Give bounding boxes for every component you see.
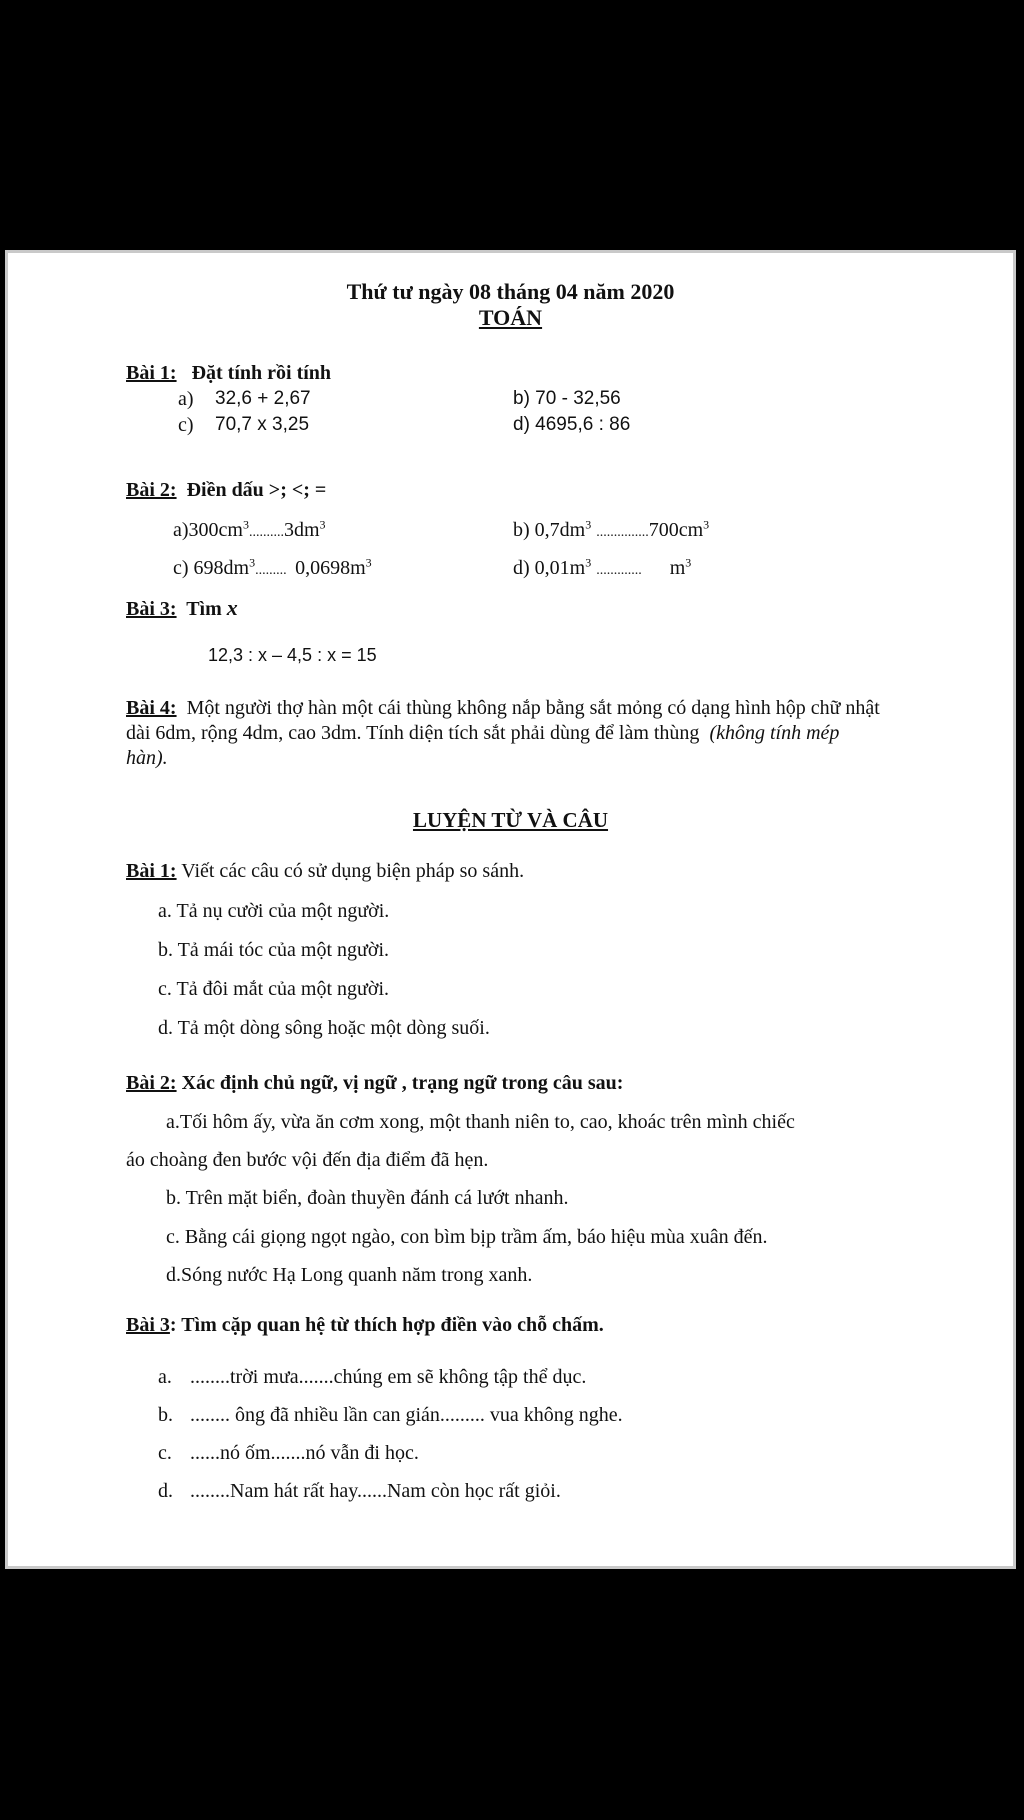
math-ex3-heading: Bài 3: Tìm x — [126, 595, 238, 620]
vocab-ex3-heading: Bài 3: Tìm cặp quan hệ từ thích hợp điền vào chỗ chấm. — [126, 1314, 604, 1336]
math-ex2-d: d) $0,01m^3$ ............. $m^3$ — [513, 555, 692, 579]
math-ex1-heading: Bài 1: Đặt tính rồi tính — [126, 362, 332, 384]
math-ex1-b: b) 70 - 32,56 — [513, 388, 621, 409]
vocab-ex1-item-c: c. Tả đôi mắt của một người. — [158, 978, 389, 1000]
vocab-ex2-a-line2: áo choàng đen bước vội đến địa điểm đã hẹn. — [126, 1149, 489, 1171]
math-ex4-paragraph: Bài 4: Một người thợ hàn một cái thùng không nắp bằng sắt mỏng có dạng hình hộp chữ nhật dài 6dm, rộng 4dm, cao 3dm. Tính diện tích sắt phải dùng để làm thùng (không tính mép hàn). — [126, 697, 880, 769]
vocab-ex3-item-b: b. ........ ông đã nhiều lần can gián......... vua không nghe. — [158, 1404, 623, 1426]
worksheet-page — [5, 250, 1016, 1569]
date-title: Thứ tư ngày 08 tháng 04 năm 2020 — [346, 279, 675, 304]
vocab-ex2-heading: Bài 2: Xác định chủ ngữ, vị ngữ , trạng ngữ trong câu sau: — [126, 1072, 624, 1094]
math-ex3-equation: 12,3 : x – 4,5 : x = 15 — [208, 645, 377, 665]
vocab-ex2-c: c. Bằng cái giọng ngọt ngào, con bìm bịp trầm ấm, báo hiệu mùa xuân đến. — [166, 1226, 768, 1248]
math-ex1-c-label: c) — [178, 414, 194, 436]
vocab-ex1-item-b: b. Tả mái tóc của một người. — [158, 939, 389, 961]
math-ex1-a-label: a) — [178, 388, 194, 410]
vocab-ex2-a-line1: a.Tối hôm ấy, vừa ăn cơm xong, một thanh niên to, cao, khoác trên mình chiếc — [166, 1111, 795, 1133]
vocab-ex2-b: b. Trên mặt biển, đoàn thuyền đánh cá lướt nhanh. — [166, 1187, 569, 1209]
vocab-ex3-item-a: a. ........trời mưa.......chúng em sẽ không tập thể dục. — [158, 1366, 587, 1388]
math-ex1-d: d) 4695,6 : 86 — [513, 414, 631, 435]
vocab-ex3-item-d: d. ........Nam hát rất hay......Nam còn học rất giỏi. — [158, 1480, 561, 1502]
math-ex2-heading: Bài 2: Điền dấu >; <; = — [126, 479, 327, 501]
math-ex2-c: c) $698dm^3$......... $0,0698m^3$ — [173, 555, 372, 579]
vocab-ex3-item-c: c. ......nó ốm.......nó vẫn đi học. — [158, 1442, 419, 1464]
vocab-ex1-item-a: a. Tả nụ cười của một người. — [158, 900, 390, 922]
vocab-ex1-item-d: d. Tả một dòng sông hoặc một dòng suối. — [158, 1017, 490, 1039]
math-ex1-c: 70,7 x 3,25 — [215, 414, 310, 435]
math-ex2-b: b) $0,7dm^3$ $...............700cm^3$ — [513, 517, 710, 541]
vocab-ex2-d: d.Sóng nước Hạ Long quanh năm trong xanh. — [166, 1264, 533, 1286]
math-ex2-a: $a)300cm^3..........3dm^3$ — [173, 517, 326, 541]
vocab-heading: LUYỆN TỪ VÀ CÂU — [412, 808, 609, 832]
subject-title: TOÁN — [478, 305, 543, 330]
vocab-ex1-heading: Bài 1: Viết các câu có sử dụng biện pháp so sánh. — [126, 860, 525, 882]
math-ex1-a: 32,6 + 2,67 — [215, 388, 311, 409]
